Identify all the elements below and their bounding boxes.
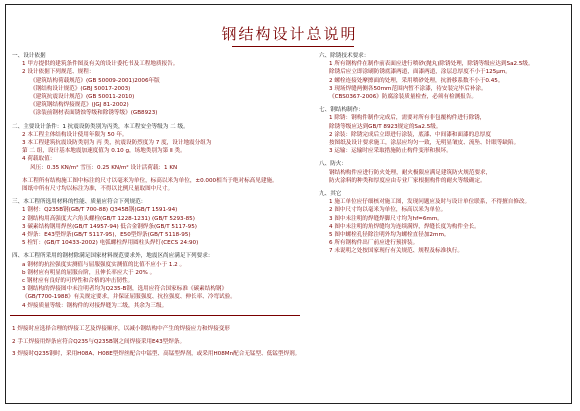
note-line: 防火涂料的种类和厚度应由专业厂家根据构件的耐火等级确定。: [329, 177, 486, 184]
section-heading: 三、本工程所选用材料的性能、质量应符合下列规范：: [12, 199, 147, 206]
note-line: 3 焊接时Q235钢时，采用H08A、H08E型焊丝配合中锰型、高锰型焊剂，或采用H08Mn配合无锰型、低锰型焊剂。: [12, 351, 301, 357]
note-line: c 钢材应有良好的可焊性和合格的冲击韧性。: [22, 278, 134, 285]
note-line: 按图纸及设计要求施工，涂层应均匀一致，无明显皱皮、流坠、针眼等缺陷。: [329, 140, 520, 147]
note-line: 4 焊条：E43型焊条(GB/T 5117-95)，E50型焊条(GB/T 5118-95): [22, 232, 191, 239]
note-line: 1 除锈：钢构件制作完成后，需要对所有非包覆构件进行除锈，: [329, 115, 486, 122]
note-line: 3 运输：运输时应采取措施防止构件变形和损坏。: [329, 148, 452, 155]
note-line: 6 所有钢构件出厂前应进行预拼装。: [329, 240, 419, 247]
note-line: 3 碳素结构钢用焊丝(GB/T 14957-94) 低合金钢焊条(GB/T 5117-95): [22, 223, 197, 230]
note-line: 1 施工单位应仔细核对施工图，发现问题应及时与设计单位联系，不得擅自修改。: [329, 199, 531, 206]
note-line: 《钢结构设计规范》(GBJ 50017-2003): [30, 85, 131, 92]
section-heading: 八、防火：: [319, 161, 347, 168]
title-underline: [232, 46, 354, 47]
section-heading: 九、其它: [319, 191, 342, 198]
note-line: 4 荷载取值：: [22, 156, 56, 163]
note-line: 《涂装前钢材表面锈蚀等级和除锈等级》(GB8923): [30, 110, 158, 117]
note-line: 风压：0.35 KN/m² 雪压：0.25 KN/m² 设计活荷载：1 KN: [30, 164, 178, 171]
note-line: 2 螺栓连接处摩擦面的处理，采用喷砂处理，抗滑移系数不小于0.45。: [329, 77, 504, 84]
left-column: [12, 52, 300, 310]
section-divider: [10, 315, 300, 316]
note-line: 4 图中未注明的角焊缝均为连续满焊，焊缝长度为构件全长。: [329, 223, 480, 230]
note-line: 《建筑结构荷载规范》(GB 50009-2001)2006年版: [30, 77, 160, 84]
note-line: 2 钢结构用高强度大六角头螺栓(GB/T 1228-1231) (GB/T 5293-85): [22, 215, 195, 222]
section-heading: 七、钢结构制作：: [319, 107, 364, 114]
note-line: 5 栓钉：(GB/T 10433-2002) 电弧螺柱焊用圆柱头焊钉(CECS 24:90): [22, 240, 199, 247]
section-heading: 二、主要设计条件：1 抗震设防类别为丙类，本工程安全等级为 二 级。: [12, 123, 189, 130]
note-line: 本工程所有结构施工图中标注的尺寸以毫米为单位，标高以米为单位，±0.000相当于绝对标高见建施。: [22, 177, 278, 184]
note-line: 除锈等级应达到GB/T 8923规定的Sa2.5级。: [329, 123, 442, 130]
note-line: 2 图中尺寸均以毫米为单位，标高以米为单位。: [329, 207, 447, 214]
note-line: 1 钢材：Q235B钢(GB/T 700-88) Q345B钢(GB/T 1591-94): [22, 207, 178, 214]
note-line: 3 钢结构的焊接图中未注明者均为Q235-B钢，选用应符合国家标准《碳素结构钢》: [22, 286, 228, 293]
note-line: 1 甲方提供的建筑条件图及有关的设计委托书及工程地质报告。: [22, 61, 179, 68]
note-line: 钢结构构件应进行防火处理，耐火极限应满足建筑防火规范要求，: [329, 169, 492, 176]
note-line: 7 未说明之处按国家现行有关规范、规程及标准执行。: [329, 248, 463, 255]
note-line: 《建筑抗震设计规范》(GB 50011-2010): [30, 94, 135, 101]
note-line: 除锈后应立即涂刷防锈底漆两道，面漆两道，涂层总厚度不小于125μm。: [329, 69, 511, 76]
note-line: 《CBS0367-2006》防腐涂装质量检查，必须有检测报告。: [329, 94, 477, 101]
note-line: 2 本工程主体结构设计使用年限为 50 年。: [22, 131, 128, 138]
section-heading: 四、本工程所采用的钢材除满足国家材料规范要求外，地震区尚应满足下列要求：: [12, 253, 214, 260]
note-line: 2 设计依据下列规范、规程：: [22, 69, 95, 76]
note-line: 2 涂装：除锈完成后立即进行涂装，底漆、中间漆和面漆的总厚度: [329, 131, 491, 138]
note-line: 《建筑钢结构焊接规范》(JGJ 81-2002): [30, 102, 129, 109]
note-line: 《GB/T700-1988》有关规定要求，并保证屈服强度、抗拉强度、伸长率、冷弯试验。: [22, 294, 236, 301]
right-column: [319, 52, 567, 256]
welding-notes: [12, 323, 312, 361]
section-heading: 一、设计依据: [12, 53, 46, 59]
note-line: a 钢材的抗拉强度实测值与屈服强度实测值的比值不应小于 1.2 。: [22, 261, 186, 268]
note-line: 2 手工焊接用焊条应符合Q235与Q235B钢之间焊接采用E43型焊条。: [12, 338, 186, 345]
note-line: 1 所有钢构件在制作前表面应进行喷砂(抛丸)除锈处理，除锈等级应达到Sa2.5级。: [329, 61, 534, 68]
note-line: 5 图中螺栓孔径除注明外均为螺栓直径加2mm。: [329, 232, 450, 239]
note-line: 3 现场焊缝两侧各50mm范围内暂不涂漆，待安装完毕后补涂。: [329, 85, 487, 92]
note-line: 1 焊接时应选择合理的焊接工艺及焊接顺序，以减小钢结构中产生的焊接应力和焊接变形: [12, 326, 230, 332]
page-title: 钢结构设计总说明: [221, 25, 358, 43]
note-line: 第 二 组，设计基本地震加速度值为 0.10 g，场地类别为第 Ⅱ 类。: [22, 148, 186, 155]
drawing-sheet: [5, 4, 572, 404]
note-line: 3 图中未注明的焊缝焊脚尺寸均为hf=6mm。: [329, 215, 443, 222]
section-heading: 六、除锈技术要求：: [319, 53, 370, 59]
note-line: b 钢材应有明显的屈服台阶，且伸长率应大于 20% 。: [22, 269, 156, 276]
note-line: 4 焊接质量等级：钢构件的对接焊缝为二级，其余为三级。: [22, 302, 168, 309]
note-line: 3 本工程建筑抗震设防类别为 丙 类，抗震设防烈度为 7 度，设计地震分组为: [22, 140, 212, 147]
note-line: 图纸中所有尺寸均以标注为准，不得以比例尺量取图中尺寸。: [22, 186, 174, 193]
